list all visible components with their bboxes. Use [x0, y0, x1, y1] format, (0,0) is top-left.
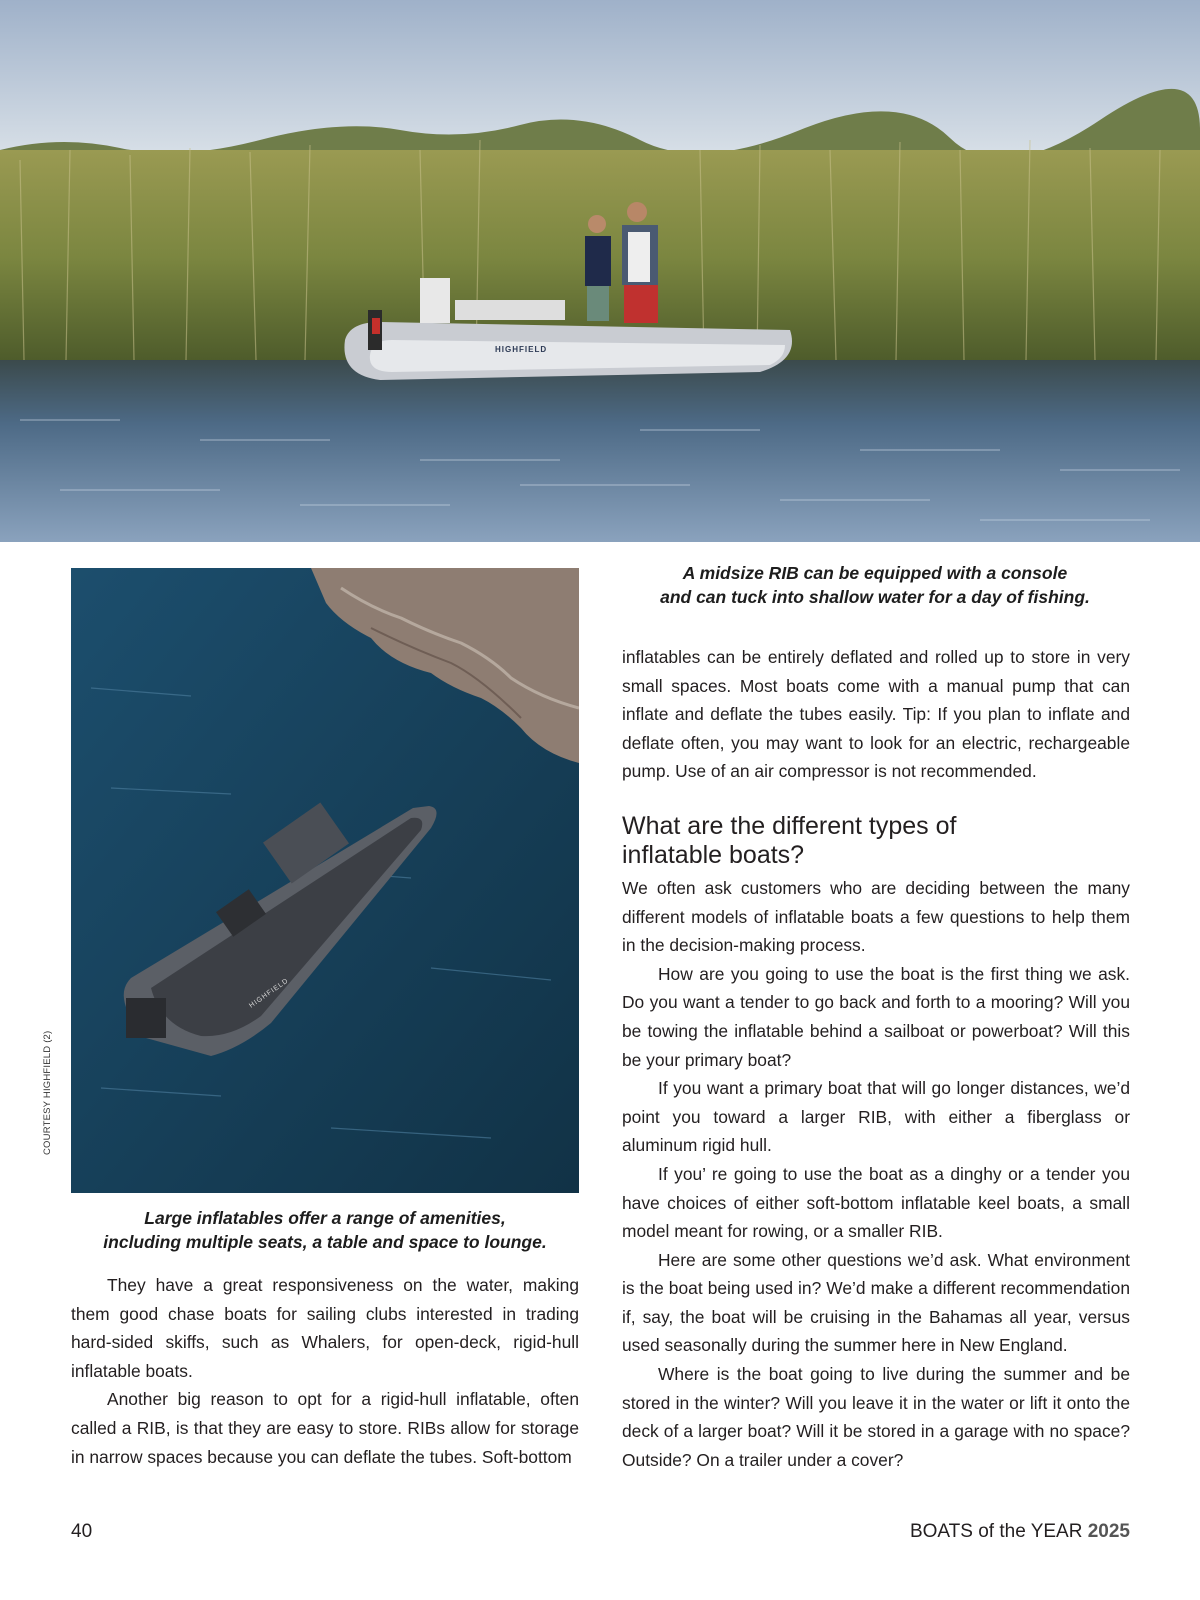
publication-year: 2025 — [1087, 1521, 1130, 1542]
body-paragraph: If you’ re going to use the boat as a dinghy or a tender you have choices of either soft-bottom inflatable keel boats, a small model meant for rowing, or a smaller RIB. — [622, 1163, 1130, 1242]
photo-credit: COURTESY HIGHFIELD (2) — [42, 1030, 53, 1155]
body-paragraph: They have a great responsiveness on the water, making them good chase boats for sailing clubs interested in trading hard-sided skiffs, such as Whalers, for open-deck, rigid-hull inflatable boats. — [71, 1275, 579, 1381]
boat-brand-text: HIGHFIELD — [248, 977, 291, 1010]
article-right-column — [622, 643, 1130, 1474]
caption-line: Large inflatables offer a range of amenities, — [144, 1208, 506, 1228]
body-paragraph: Another big reason to opt for a rigid-hull inflatable, often called a RIB, is that they are easy to store. RIBs allow for storage in narrow spaces because you can deflate the tubes. Soft-bottom — [71, 1389, 579, 1467]
body-paragraph: We often ask customers who are deciding between the many different models of inflatable boats a few questions to help them in the decision-making process. — [622, 877, 1130, 956]
publication-name: BOATS of the YEAR — [909, 1521, 1083, 1542]
publication-title — [910, 1521, 1130, 1543]
top-photo-caption — [620, 561, 1130, 609]
body-paragraph: Where is the boat going to live during the summer and be stored in the winter? Will you leave it in the water or lift it onto the deck of a larger boat? Will it be stored in a garage with no space? Outside? On a trailer under a cover? — [622, 1364, 1130, 1470]
body-paragraph: How are you going to use the boat is the first thing we ask. Do you want a tender to go back and forth to a mooring? Will you be towing the inflatable behind a sailboat or powerboat? Will this be your primary boat? — [622, 963, 1130, 1070]
left-photo-caption — [71, 1206, 579, 1254]
top-photo — [0, 0, 1200, 542]
caption-line: and can tuck into shallow water for a day of fishing. — [660, 587, 1090, 607]
heading-line: What are the different types of — [622, 811, 957, 840]
body-paragraph: inflatables can be entirely deflated and rolled up to store in very small spaces. Most boats come with a manual pump that can inflate and deflate the tubes easily. Tip: If you plan to inflate and deflate often, you may want to look for an electric, rechargeable pump. Use of an air compressor is not recommended. — [622, 647, 1130, 782]
section-heading — [622, 812, 1130, 870]
article-left-column — [71, 1271, 579, 1471]
boat-brand-text: HIGHFIELD — [495, 345, 548, 354]
body-paragraph: If you want a primary boat that will go longer distances, we’d point you toward a larger RIB, with either a fiberglass or aluminum rigid hull. — [622, 1078, 1130, 1156]
caption-line: A midsize RIB can be equipped with a console — [682, 563, 1068, 583]
left-photo — [71, 568, 579, 1193]
caption-line: including multiple seats, a table and space to lounge. — [103, 1232, 547, 1252]
left-photo-illustration — [71, 568, 579, 1193]
top-photo-illustration — [0, 0, 1200, 542]
body-paragraph: Here are some other questions we’d ask. What environment is the boat being used in? We’d make a different recommendation if, say, the boat will be cruising in the Bahamas all year, versus used seasonally during the summer here in New England. — [622, 1249, 1130, 1356]
heading-line: inflatable boats? — [622, 840, 805, 869]
page-number: 40 — [71, 1521, 93, 1542]
